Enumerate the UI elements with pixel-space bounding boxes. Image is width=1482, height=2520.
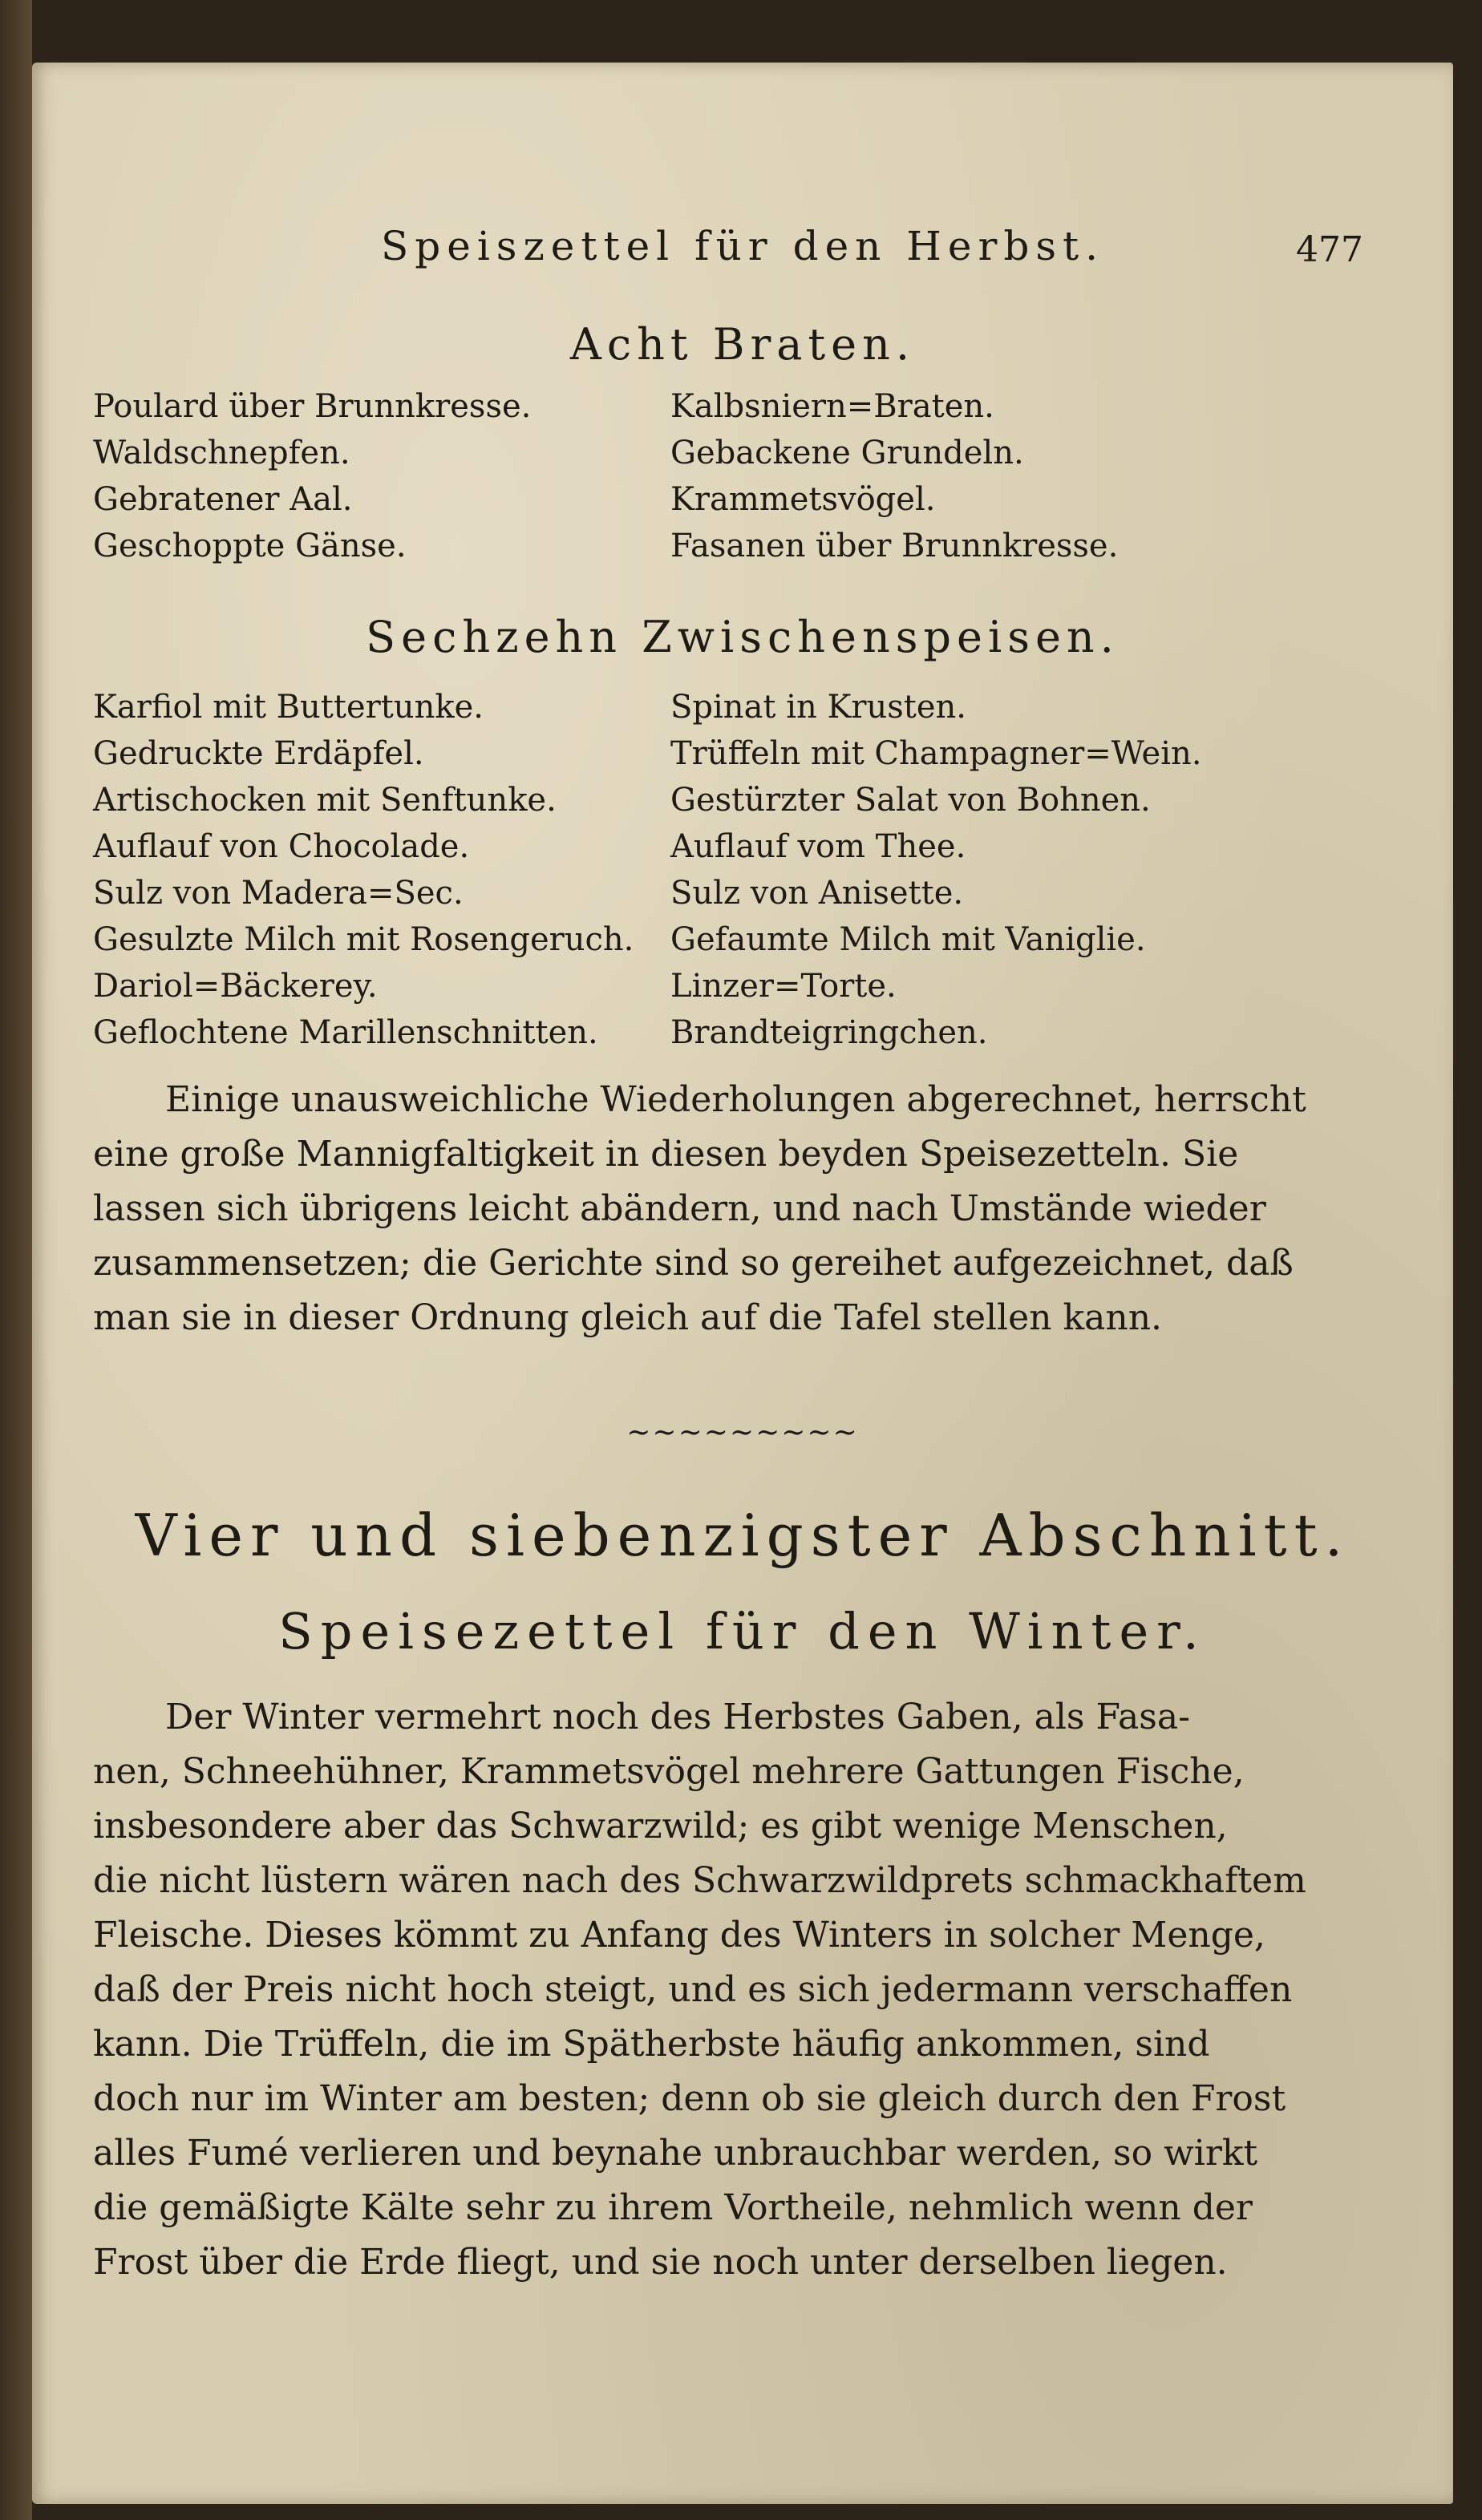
menu-item: Gebratener Aal. — [93, 481, 353, 518]
menu-item: Linzer=Torte. — [670, 968, 897, 1005]
menu-item: Spinat in Krusten. — [670, 689, 966, 726]
text-line: insbesondere aber das Schwarzwild; es gibt wenige Menschen, — [93, 1806, 1228, 1847]
section-title-zwischenspeisen: Sechzehn Zwischenspeisen. — [366, 612, 1120, 662]
menu-list-braten — [93, 383, 1232, 569]
text-line: kann. Die Trüffeln, die im Spätherbste häufig ankommen, sind — [93, 2024, 1210, 2065]
text-line: nen, Schneehühner, Krammetsvögel mehrere Gattungen Fische, — [93, 1751, 1245, 1792]
menu-item: Gebackene Grundeln. — [670, 435, 1024, 471]
text-line: daß der Preis nicht hoch steigt, und es sich jedermann verschaffen — [93, 1969, 1293, 2010]
section-divider-ornament: ~~~~~~~~~ — [626, 1416, 859, 1449]
menu-item: Auflauf vom Thee. — [670, 828, 966, 865]
menu-item: Gedruckte Erdäpfel. — [93, 735, 424, 772]
chapter-title: Vier und siebenzigster Abschnitt. — [135, 1502, 1350, 1569]
page-number: 477 — [1296, 229, 1363, 270]
text-line: alles Fumé verlieren und beynahe unbrauchbar werden, so wirkt — [93, 2133, 1258, 2174]
text-line: Der Winter vermehrt noch des Herbstes Gaben, als Fasa- — [165, 1697, 1190, 1737]
menu-item: Artischocken mit Senftunke. — [93, 782, 557, 819]
text-line: lassen sich übrigens leicht abändern, und nach Umstände wieder — [93, 1188, 1266, 1229]
menu-item: Trüffeln mit Champagner=Wein. — [670, 735, 1202, 772]
text-line: doch nur im Winter am besten; denn ob sie gleich durch den Frost — [93, 2078, 1286, 2119]
menu-item: Gestürzter Salat von Bohnen. — [670, 782, 1151, 819]
menu-item: Auflauf von Chocolade. — [93, 828, 470, 865]
menu-item: Brandteigringchen. — [670, 1014, 988, 1051]
text-line: zusammensetzen; die Gerichte sind so gereihet aufgezeichnet, daß — [93, 1243, 1294, 1284]
section-title-braten: Acht Braten. — [569, 319, 916, 370]
menu-item: Gefaumte Milch mit Vaniglie. — [670, 921, 1146, 958]
page-header — [32, 223, 1453, 287]
text-line: Frost über die Erde fliegt, und sie noch unter derselben liegen. — [93, 2242, 1228, 2283]
menu-item: Geschoppte Gänse. — [93, 528, 407, 564]
text-line: Fleische. Dieses kömmt zu Anfang des Winters in solcher Menge, — [93, 1915, 1265, 1956]
text-line: Einige unausweichliche Wiederholungen abgerechnet, herrscht — [165, 1079, 1306, 1120]
menu-item: Poulard über Brunnkresse. — [93, 388, 532, 425]
book-page — [32, 63, 1453, 2504]
menu-item: Sulz von Madera=Sec. — [93, 875, 464, 912]
closing-paragraph — [93, 1073, 1306, 1345]
menu-item: Sulz von Anisette. — [670, 875, 964, 912]
menu-item: Dariol=Bäckerey. — [93, 968, 378, 1005]
menu-item: Kalbsniern=Braten. — [670, 388, 994, 425]
menu-item: Fasanen über Brunnkresse. — [670, 528, 1119, 564]
menu-item: Gesulzte Milch mit Rosengeruch. — [93, 921, 634, 958]
chapter-subtitle: Speisezettel für den Winter. — [278, 1602, 1207, 1660]
menu-item: Geflochtene Marillenschnitten. — [93, 1014, 598, 1051]
text-line: eine große Mannigfaltigkeit in diesen beyden Speisezetteln. Sie — [93, 1134, 1239, 1175]
menu-item: Krammetsvögel. — [670, 481, 936, 518]
text-line: man sie in dieser Ordnung gleich auf die Tafel stellen kann. — [93, 1297, 1163, 1338]
text-line: die gemäßigte Kälte sehr zu ihrem Vortheile, nehmlich wenn der — [93, 2187, 1253, 2228]
winter-paragraph — [93, 1690, 1306, 2290]
menu-item: Waldschnepfen. — [93, 435, 350, 471]
running-title: Speiszettel für den Herbst. — [380, 223, 1105, 269]
menu-item: Karfiol mit Buttertunke. — [93, 689, 484, 726]
book-spine — [0, 0, 32, 2520]
text-line: die nicht lüstern wären nach des Schwarzwildprets schmackhaftem — [93, 1860, 1306, 1901]
menu-list-zwischenspeisen — [93, 684, 1232, 1056]
